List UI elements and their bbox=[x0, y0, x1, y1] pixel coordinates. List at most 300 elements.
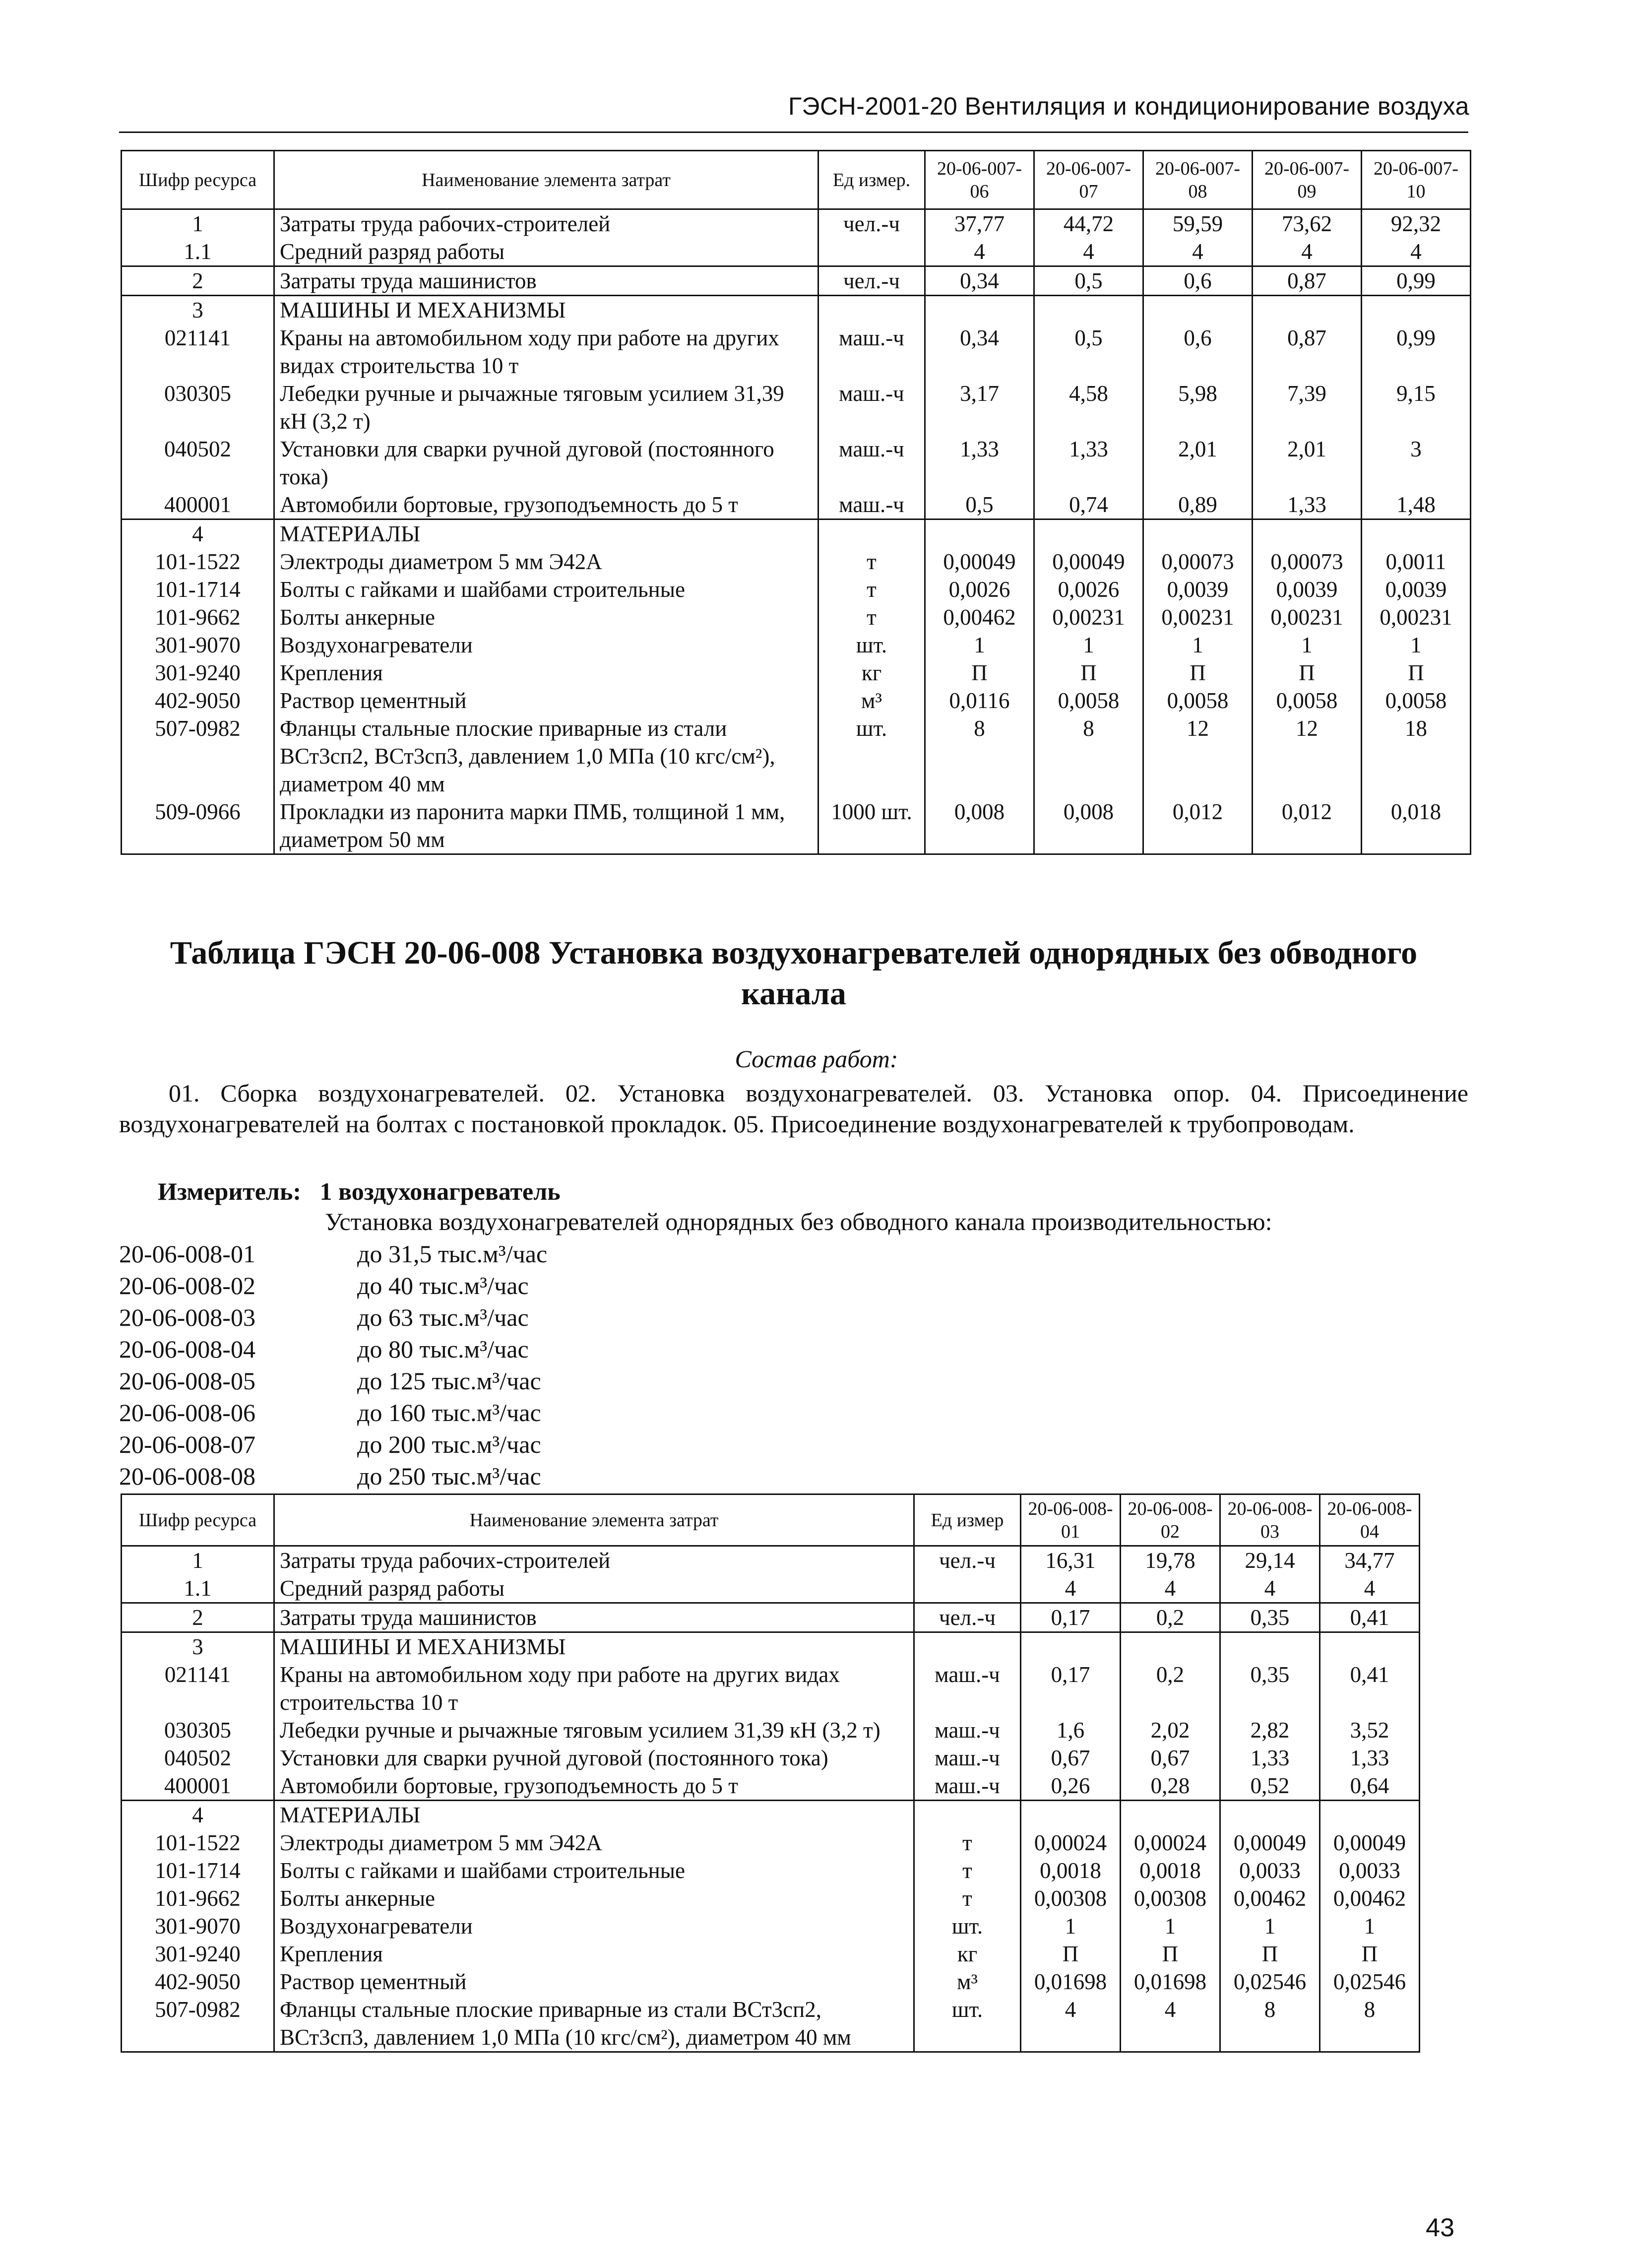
value-cell: 0,5 bbox=[1034, 266, 1143, 296]
resource-name-cell: Фланцы стальные плоские приварные из стали ВСт3сп2, ВСт3сп3, давлением 1,0 МПа (10 кгс/см²), диаметром 40 мм bbox=[274, 714, 818, 798]
value-cell: 4 bbox=[1034, 238, 1143, 266]
resource-code-cell: 402-9050 bbox=[122, 687, 274, 714]
unit-cell: т bbox=[914, 1884, 1021, 1912]
value-cell: 37,77 bbox=[925, 209, 1034, 238]
resource-code-cell: 1 bbox=[122, 1546, 274, 1575]
value-cell bbox=[1362, 519, 1471, 548]
resource-table-1 bbox=[121, 150, 1471, 855]
value-cell: 8 bbox=[1220, 1996, 1320, 2052]
value-cell: П bbox=[1121, 1940, 1220, 1968]
header-rule bbox=[119, 131, 1468, 133]
norm-code-item bbox=[119, 1365, 547, 1397]
value-cell bbox=[1253, 519, 1362, 548]
col-header: 20-06-008-04 bbox=[1320, 1494, 1420, 1546]
value-cell: П bbox=[1220, 1940, 1320, 1968]
resource-code-cell: 1 bbox=[122, 209, 274, 238]
value-cell: 0,0033 bbox=[1220, 1857, 1320, 1884]
value-cell: 0,99 bbox=[1362, 324, 1471, 380]
value-cell: 3,52 bbox=[1320, 1716, 1420, 1744]
value-cell: 1 bbox=[1253, 631, 1362, 659]
resource-code-cell: 101-1714 bbox=[122, 1857, 274, 1884]
col-header: 20-06-008-02 bbox=[1121, 1494, 1220, 1546]
value-cell: 1,48 bbox=[1362, 491, 1471, 519]
value-cell bbox=[1034, 296, 1143, 324]
value-cell: 0,87 bbox=[1253, 324, 1362, 380]
value-cell: 0,41 bbox=[1320, 1603, 1420, 1632]
norm-code: 20-06-008-07 bbox=[119, 1430, 255, 1458]
value-cell: 0,0058 bbox=[1253, 687, 1362, 714]
value-cell: 1,33 bbox=[1320, 1744, 1420, 1772]
value-cell: 1 bbox=[1034, 631, 1143, 659]
value-cell: 0,34 bbox=[925, 324, 1034, 380]
value-cell: 0,0018 bbox=[1121, 1857, 1220, 1884]
value-cell: 0,00073 bbox=[1253, 548, 1362, 576]
table-row bbox=[122, 576, 1471, 603]
value-cell: 3,17 bbox=[925, 380, 1034, 435]
norm-code-item bbox=[119, 1333, 547, 1365]
value-cell: 4 bbox=[1021, 1574, 1121, 1603]
value-cell: 0,17 bbox=[1021, 1603, 1121, 1632]
norm-code: 20-06-008-03 bbox=[119, 1303, 255, 1331]
table-row bbox=[122, 631, 1471, 659]
value-cell: 1 bbox=[1143, 631, 1253, 659]
norm-code: 20-06-008-05 bbox=[119, 1367, 255, 1395]
norm-code-item bbox=[119, 1270, 547, 1301]
unit-cell: кг bbox=[914, 1940, 1021, 1968]
norm-code-description: до 63 тыс.м³/час bbox=[357, 1303, 529, 1331]
resource-code-cell: 1.1 bbox=[122, 1574, 274, 1603]
value-cell: 4,58 bbox=[1034, 380, 1143, 435]
resource-name-cell: МАШИНЫ И МЕХАНИЗМЫ bbox=[274, 296, 818, 324]
resource-code-cell: 101-1522 bbox=[122, 548, 274, 576]
value-cell: П bbox=[1253, 659, 1362, 687]
value-cell: 1,33 bbox=[1220, 1744, 1320, 1772]
value-cell: 0,00024 bbox=[1121, 1829, 1220, 1857]
value-cell: 34,77 bbox=[1320, 1546, 1420, 1575]
table-title: Таблица ГЭСН 20-06-008 Установка воздухонагревателей однорядных без обводного канала bbox=[170, 935, 1418, 1012]
unit-cell bbox=[818, 519, 925, 548]
value-cell: П bbox=[1143, 659, 1253, 687]
value-cell: П bbox=[1320, 1940, 1420, 1968]
value-cell bbox=[1253, 296, 1362, 324]
value-cell: 1,33 bbox=[925, 435, 1034, 491]
unit-cell bbox=[818, 238, 925, 266]
norm-code-item bbox=[119, 1397, 547, 1428]
resource-code-cell: 030305 bbox=[122, 1716, 274, 1744]
value-cell: 0,01698 bbox=[1121, 1968, 1220, 1996]
resource-name-cell: Электроды диаметром 5 мм Э42А bbox=[274, 1829, 914, 1857]
value-cell: 0,52 bbox=[1220, 1772, 1320, 1801]
resource-name-cell: Автомобили бортовые, грузоподъемность до 5 т bbox=[274, 1772, 914, 1801]
resource-code-cell: 301-9070 bbox=[122, 631, 274, 659]
resource-code-cell: 400001 bbox=[122, 491, 274, 519]
resource-code-cell: 507-0982 bbox=[122, 1996, 274, 2052]
value-cell: 0,012 bbox=[1143, 798, 1253, 854]
norm-code: 20-06-008-01 bbox=[119, 1240, 255, 1268]
value-cell: 0,0033 bbox=[1320, 1857, 1420, 1884]
table-row bbox=[122, 266, 1471, 296]
value-cell: 0,5 bbox=[1034, 324, 1143, 380]
resource-name-cell: МАШИНЫ И МЕХАНИЗМЫ bbox=[274, 1632, 914, 1661]
unit-cell: маш.-ч bbox=[914, 1716, 1021, 1744]
resource-code-cell: 021141 bbox=[122, 324, 274, 380]
value-cell bbox=[925, 296, 1034, 324]
value-cell: 0,00462 bbox=[1220, 1884, 1320, 1912]
value-cell: 0,00231 bbox=[1143, 603, 1253, 631]
value-cell: 0,00073 bbox=[1143, 548, 1253, 576]
value-cell: 0,00024 bbox=[1021, 1829, 1121, 1857]
value-cell: 0,0018 bbox=[1021, 1857, 1121, 1884]
value-cell: 0,99 bbox=[1362, 266, 1471, 296]
resource-name-cell: Затраты труда машинистов bbox=[274, 1603, 914, 1632]
value-cell: 1,33 bbox=[1034, 435, 1143, 491]
value-cell: 4 bbox=[1143, 238, 1253, 266]
unit-cell: чел.-ч bbox=[914, 1546, 1021, 1575]
resource-code-cell: 040502 bbox=[122, 1744, 274, 1772]
resource-code-cell: 030305 bbox=[122, 380, 274, 435]
value-cell bbox=[1121, 1632, 1220, 1661]
norm-code-list bbox=[119, 1238, 547, 1492]
unit-cell: чел.-ч bbox=[818, 209, 925, 238]
table-row bbox=[122, 1772, 1420, 1801]
value-cell bbox=[1320, 1801, 1420, 1829]
unit-cell bbox=[914, 1801, 1021, 1829]
resource-name-cell: Крепления bbox=[274, 1940, 914, 1968]
value-cell: 2,02 bbox=[1121, 1716, 1220, 1744]
norm-code-description: до 31,5 тыс.м³/час bbox=[357, 1240, 548, 1268]
resource-table-2 bbox=[121, 1493, 1420, 2053]
table-row bbox=[122, 491, 1471, 519]
resource-code-cell: 101-9662 bbox=[122, 1884, 274, 1912]
value-cell: П bbox=[1021, 1940, 1121, 1968]
value-cell bbox=[1121, 1801, 1220, 1829]
resource-name-cell: Электроды диаметром 5 мм Э42А bbox=[274, 548, 818, 576]
value-cell: 0,00462 bbox=[925, 603, 1034, 631]
resource-name-cell: Раствор цементный bbox=[274, 687, 818, 714]
value-cell: 1 bbox=[1021, 1912, 1121, 1940]
table-row bbox=[122, 1884, 1420, 1912]
table-row bbox=[122, 687, 1471, 714]
col-header: 20-06-008-01 bbox=[1021, 1494, 1121, 1546]
resource-name-cell: Средний разряд работы bbox=[274, 238, 818, 266]
unit-cell: чел.-ч bbox=[914, 1603, 1021, 1632]
unit-cell: м³ bbox=[818, 687, 925, 714]
running-header: ГЭСН-2001-20 Вентиляция и кондиционирование воздуха bbox=[788, 92, 1469, 120]
resource-name-cell: Прокладки из паронита марки ПМБ, толщиной 1 мм, диаметром 50 мм bbox=[274, 798, 818, 854]
resource-code-cell: 2 bbox=[122, 266, 274, 296]
unit-cell: маш.-ч bbox=[818, 435, 925, 491]
resource-code-cell: 101-1522 bbox=[122, 1829, 274, 1857]
resource-name-cell: Болты с гайками и шайбами строительные bbox=[274, 576, 818, 603]
resource-code-cell: 301-9240 bbox=[122, 1940, 274, 1968]
table-row bbox=[122, 296, 1471, 324]
value-cell: 73,62 bbox=[1253, 209, 1362, 238]
table-row bbox=[122, 519, 1471, 548]
value-cell: 0,02546 bbox=[1320, 1968, 1420, 1996]
value-cell: 0,89 bbox=[1143, 491, 1253, 519]
value-cell: 44,72 bbox=[1034, 209, 1143, 238]
resource-code-cell: 1.1 bbox=[122, 238, 274, 266]
value-cell: П bbox=[1362, 659, 1471, 687]
value-cell: 0,74 bbox=[1034, 491, 1143, 519]
value-cell: 0,0026 bbox=[925, 576, 1034, 603]
unit-cell: маш.-ч bbox=[818, 380, 925, 435]
unit-cell: маш.-ч bbox=[818, 324, 925, 380]
table-row bbox=[122, 1857, 1420, 1884]
norm-code-item bbox=[119, 1428, 547, 1460]
col-header: 20-06-008-03 bbox=[1220, 1494, 1320, 1546]
resource-name-cell: Автомобили бортовые, грузоподъемность до 5 т bbox=[274, 491, 818, 519]
norm-code-item bbox=[119, 1301, 547, 1333]
value-cell: 0,00231 bbox=[1253, 603, 1362, 631]
resource-name-cell: Болты с гайками и шайбами строительные bbox=[274, 1857, 914, 1884]
value-cell: 0,34 bbox=[925, 266, 1034, 296]
value-cell: П bbox=[925, 659, 1034, 687]
table-row bbox=[122, 1632, 1420, 1661]
resource-name-cell: Затраты труда рабочих-строителей bbox=[274, 209, 818, 238]
resource-name-cell: Установки для сварки ручной дуговой (постоянного тока) bbox=[274, 1744, 914, 1772]
table-row bbox=[122, 714, 1471, 798]
resource-code-cell: 101-1714 bbox=[122, 576, 274, 603]
value-cell: 1 bbox=[1121, 1912, 1220, 1940]
unit-cell: м³ bbox=[914, 1968, 1021, 1996]
value-cell: 4 bbox=[1121, 1996, 1220, 2052]
value-cell: 0,0058 bbox=[1362, 687, 1471, 714]
value-cell: 4 bbox=[1320, 1574, 1420, 1603]
value-cell: 0,0058 bbox=[1143, 687, 1253, 714]
value-cell bbox=[1034, 519, 1143, 548]
table-row bbox=[122, 1716, 1420, 1744]
value-cell: 0,02546 bbox=[1220, 1968, 1320, 1996]
col-header: 20-06-007-09 bbox=[1253, 151, 1362, 209]
value-cell: 0,64 bbox=[1320, 1772, 1420, 1801]
col-header: 20-06-007-06 bbox=[925, 151, 1034, 209]
value-cell bbox=[925, 519, 1034, 548]
resource-name-cell: Воздухонагреватели bbox=[274, 1912, 914, 1940]
value-cell: 0,01698 bbox=[1021, 1968, 1121, 1996]
unit-cell: т bbox=[914, 1829, 1021, 1857]
value-cell: 1 bbox=[925, 631, 1034, 659]
table-row bbox=[122, 548, 1471, 576]
value-cell: 7,39 bbox=[1253, 380, 1362, 435]
table-row bbox=[122, 238, 1471, 266]
resource-code-cell: 400001 bbox=[122, 1772, 274, 1801]
value-cell: 0,35 bbox=[1220, 1603, 1320, 1632]
resource-name-cell: Краны на автомобильном ходу при работе на других видах строительства 10 т bbox=[274, 1661, 914, 1716]
installation-heading: Установка воздухонагревателей однорядных без обводного канала производительностью: bbox=[325, 1208, 1272, 1235]
resource-name-cell: Установки для сварки ручной дуговой (постоянного тока) bbox=[274, 435, 818, 491]
resource-code-cell: 040502 bbox=[122, 435, 274, 491]
value-cell: 0,018 bbox=[1362, 798, 1471, 854]
value-cell: 4 bbox=[1021, 1996, 1121, 2052]
table-row bbox=[122, 435, 1471, 491]
value-cell: 0,012 bbox=[1253, 798, 1362, 854]
value-cell bbox=[1021, 1801, 1121, 1829]
value-cell: 0,0039 bbox=[1362, 576, 1471, 603]
value-cell: 0,00462 bbox=[1320, 1884, 1420, 1912]
unit-cell: шт. bbox=[914, 1912, 1021, 1940]
table-row bbox=[122, 324, 1471, 380]
resource-name-cell: Затраты труда машинистов bbox=[274, 266, 818, 296]
table-row bbox=[122, 1829, 1420, 1857]
resource-name-cell: Лебедки ручные и рычажные тяговым усилием 31,39 кН (3,2 т) bbox=[274, 380, 818, 435]
resource-code-cell: 301-9070 bbox=[122, 1912, 274, 1940]
table-row bbox=[122, 1801, 1420, 1829]
unit-cell: кг bbox=[818, 659, 925, 687]
norm-code-description: до 80 тыс.м³/час bbox=[357, 1335, 529, 1363]
unit-cell: маш.-ч bbox=[914, 1744, 1021, 1772]
work-composition-label: Состав работ: bbox=[735, 1045, 898, 1073]
value-cell: 5,98 bbox=[1143, 380, 1253, 435]
value-cell: 0,17 bbox=[1021, 1661, 1121, 1716]
work-composition-text: 01. Сборка воздухонагревателей. 02. Установка воздухонагревателей. 03. Установка опор. 04. Присоединение воздухонагревателей на болтах с постановкой прокладок. 05. Присоединение воздухонагревателей к трубопроводам. bbox=[119, 1079, 1468, 1138]
value-cell: 0,0116 bbox=[925, 687, 1034, 714]
value-cell: 0,0058 bbox=[1034, 687, 1143, 714]
norm-code: 20-06-008-06 bbox=[119, 1399, 255, 1426]
value-cell: 1 bbox=[1220, 1912, 1320, 1940]
value-cell: 2,82 bbox=[1220, 1716, 1320, 1744]
resource-name-cell: Воздухонагреватели bbox=[274, 631, 818, 659]
value-cell: 3 bbox=[1362, 435, 1471, 491]
resource-code-cell: 509-0966 bbox=[122, 798, 274, 854]
value-cell: 0,28 bbox=[1121, 1772, 1220, 1801]
unit-cell: шт. bbox=[818, 714, 925, 798]
value-cell: П bbox=[1034, 659, 1143, 687]
unit-cell: маш.-ч bbox=[818, 491, 925, 519]
unit-cell: шт. bbox=[818, 631, 925, 659]
value-cell: 4 bbox=[1220, 1574, 1320, 1603]
value-cell bbox=[1220, 1632, 1320, 1661]
value-cell: 0,35 bbox=[1220, 1661, 1320, 1716]
value-cell: 1,6 bbox=[1021, 1716, 1121, 1744]
table-row bbox=[122, 1744, 1420, 1772]
value-cell: 9,15 bbox=[1362, 380, 1471, 435]
value-cell bbox=[1220, 1801, 1320, 1829]
value-cell: 0,00308 bbox=[1121, 1884, 1220, 1912]
value-cell bbox=[1021, 1632, 1121, 1661]
norm-code-description: до 40 тыс.м³/час bbox=[357, 1272, 529, 1299]
norm-code-description: до 250 тыс.м³/час bbox=[357, 1462, 541, 1490]
resource-name-cell: Краны на автомобильном ходу при работе на других видах строительства 10 т bbox=[274, 324, 818, 380]
value-cell: 0,87 bbox=[1253, 266, 1362, 296]
table-row bbox=[122, 209, 1471, 238]
value-cell: 0,26 bbox=[1021, 1772, 1121, 1801]
value-cell: 1,33 bbox=[1253, 491, 1362, 519]
value-cell bbox=[1143, 296, 1253, 324]
table-row bbox=[122, 1940, 1420, 1968]
value-cell: 0,67 bbox=[1121, 1744, 1220, 1772]
norm-code: 20-06-008-02 bbox=[119, 1272, 255, 1299]
value-cell: 0,6 bbox=[1143, 324, 1253, 380]
unit-cell: шт. bbox=[914, 1996, 1021, 2052]
value-cell: 0,67 bbox=[1021, 1744, 1121, 1772]
value-cell: 0,2 bbox=[1121, 1603, 1220, 1632]
value-cell: 0,00231 bbox=[1362, 603, 1471, 631]
value-cell: 0,00049 bbox=[1320, 1829, 1420, 1857]
resource-name-cell: Раствор цементный bbox=[274, 1968, 914, 1996]
resource-code-cell: 4 bbox=[122, 519, 274, 548]
value-cell bbox=[1143, 519, 1253, 548]
measurer: Измеритель: 1 воздухонагреватель bbox=[158, 1177, 561, 1205]
col-header: Ед измер. bbox=[818, 151, 925, 209]
col-header: Наименование элемента затрат bbox=[274, 1494, 914, 1546]
table-row bbox=[122, 798, 1471, 854]
value-cell: 92,32 bbox=[1362, 209, 1471, 238]
table-row bbox=[122, 1603, 1420, 1632]
unit-cell: чел.-ч bbox=[818, 266, 925, 296]
value-cell: 0,00049 bbox=[1034, 548, 1143, 576]
value-cell: 0,2 bbox=[1121, 1661, 1220, 1716]
col-header: 20-06-007-10 bbox=[1362, 151, 1471, 209]
col-header: Шифр ресурса bbox=[122, 151, 274, 209]
resource-code-cell: 301-9240 bbox=[122, 659, 274, 687]
value-cell: 2,01 bbox=[1253, 435, 1362, 491]
value-cell: 8 bbox=[925, 714, 1034, 798]
value-cell: 1 bbox=[1362, 631, 1471, 659]
resource-code-cell: 507-0982 bbox=[122, 714, 274, 798]
table-row bbox=[122, 1546, 1420, 1575]
norm-code-item bbox=[119, 1460, 547, 1492]
value-cell: 4 bbox=[1253, 238, 1362, 266]
unit-cell bbox=[914, 1632, 1021, 1661]
value-cell: 16,31 bbox=[1021, 1546, 1121, 1575]
value-cell: 0,5 bbox=[925, 491, 1034, 519]
table-row bbox=[122, 603, 1471, 631]
unit-cell: маш.-ч bbox=[914, 1772, 1021, 1801]
norm-code-description: до 200 тыс.м³/час bbox=[357, 1430, 541, 1458]
value-cell: 0,00308 bbox=[1021, 1884, 1121, 1912]
value-cell: 0,0026 bbox=[1034, 576, 1143, 603]
value-cell: 0,008 bbox=[925, 798, 1034, 854]
unit-cell: 1000 шт. bbox=[818, 798, 925, 854]
unit-cell: т bbox=[818, 548, 925, 576]
col-header: Шифр ресурса bbox=[122, 1494, 274, 1546]
resource-name-cell: Средний разряд работы bbox=[274, 1574, 914, 1603]
value-cell: 0,00049 bbox=[1220, 1829, 1320, 1857]
value-cell: 0,6 bbox=[1143, 266, 1253, 296]
unit-cell: маш.-ч bbox=[914, 1661, 1021, 1716]
norm-code: 20-06-008-08 bbox=[119, 1462, 255, 1490]
resource-name-cell: МАТЕРИАЛЫ bbox=[274, 519, 818, 548]
value-cell: 12 bbox=[1253, 714, 1362, 798]
resource-name-cell: Затраты труда рабочих-строителей bbox=[274, 1546, 914, 1575]
value-cell: 2,01 bbox=[1143, 435, 1253, 491]
table-row bbox=[122, 1661, 1420, 1716]
value-cell: 4 bbox=[1362, 238, 1471, 266]
value-cell: 0,0039 bbox=[1253, 576, 1362, 603]
resource-name-cell: МАТЕРИАЛЫ bbox=[274, 1801, 914, 1829]
norm-code: 20-06-008-04 bbox=[119, 1335, 255, 1363]
table-row bbox=[122, 1574, 1420, 1603]
unit-cell: т bbox=[914, 1857, 1021, 1884]
norm-code-item bbox=[119, 1238, 547, 1270]
value-cell bbox=[1362, 296, 1471, 324]
unit-cell: т bbox=[818, 576, 925, 603]
resource-code-cell: 4 bbox=[122, 1801, 274, 1829]
resource-name-cell: Лебедки ручные и рычажные тяговым усилием 31,39 кН (3,2 т) bbox=[274, 1716, 914, 1744]
resource-code-cell: 3 bbox=[122, 1632, 274, 1661]
page-number: 43 bbox=[1426, 2213, 1454, 2242]
value-cell: 59,59 bbox=[1143, 209, 1253, 238]
resource-name-cell: Фланцы стальные плоские приварные из стали ВСт3сп2, ВСт3сп3, давлением 1,0 МПа (10 кгс/см²), диаметром 40 мм bbox=[274, 1996, 914, 2052]
value-cell: 0,00231 bbox=[1034, 603, 1143, 631]
value-cell: 8 bbox=[1320, 1996, 1420, 2052]
value-cell: 29,14 bbox=[1220, 1546, 1320, 1575]
resource-name-cell: Крепления bbox=[274, 659, 818, 687]
value-cell: 0,41 bbox=[1320, 1661, 1420, 1716]
value-cell: 0,008 bbox=[1034, 798, 1143, 854]
value-cell: 4 bbox=[925, 238, 1034, 266]
